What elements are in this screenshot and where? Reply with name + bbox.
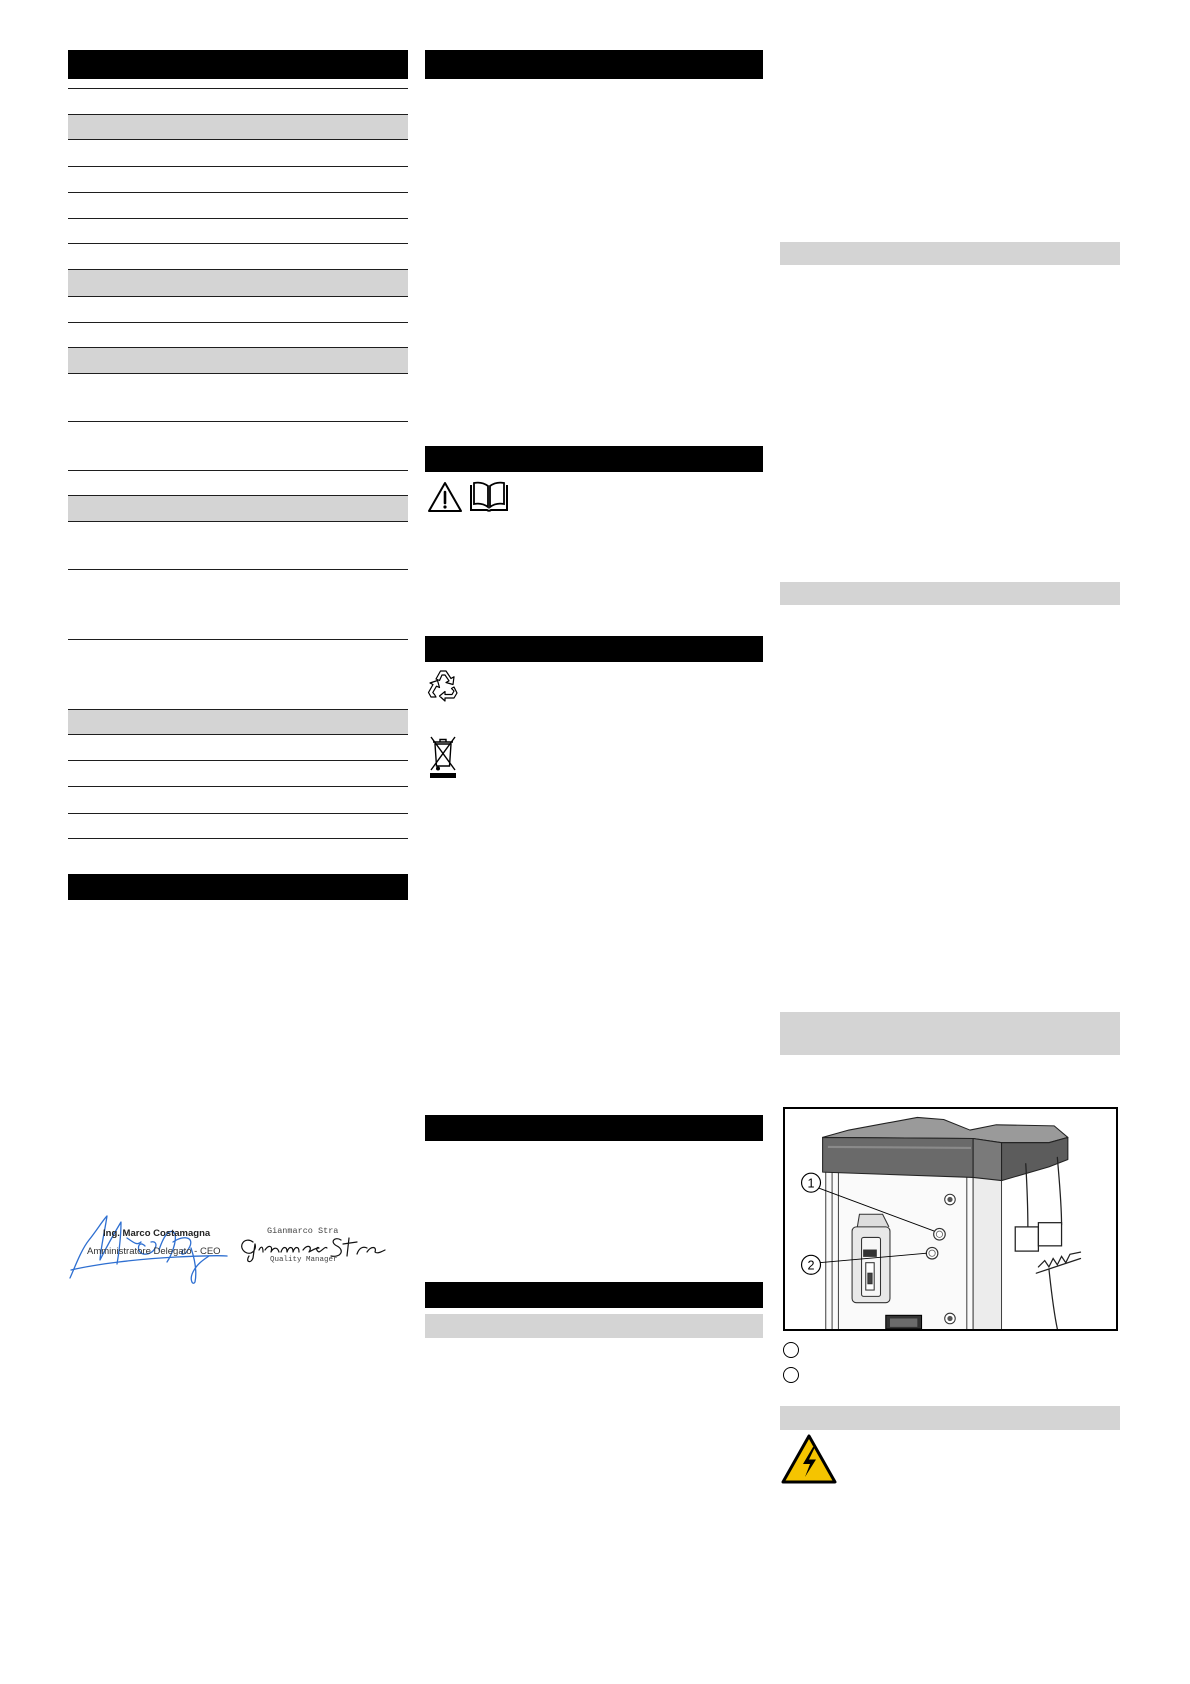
signatory-role-ceo: Amministratore Delegato - CEO <box>87 1246 221 1257</box>
section-header-bar <box>425 50 763 79</box>
table-cell <box>255 471 408 495</box>
signatory-role-quality: Quality Manager <box>270 1256 338 1264</box>
weee-crossed-bin-icon <box>427 732 459 779</box>
table-cell <box>255 814 408 838</box>
table-cell <box>255 89 408 114</box>
table-row <box>68 167 408 193</box>
subsection-header-bar <box>425 1314 763 1338</box>
table-row <box>68 814 408 839</box>
electric-shock-warning-icon <box>781 1433 837 1485</box>
table-cell <box>255 193 408 218</box>
section-header-bar <box>425 1282 763 1308</box>
table-cell <box>68 219 255 243</box>
table-cell <box>68 323 255 347</box>
table-cell <box>68 787 255 813</box>
legend-marker-1 <box>783 1342 799 1358</box>
table-row <box>68 787 408 814</box>
table-cell <box>68 761 255 786</box>
table-cell <box>68 244 255 269</box>
table-cell <box>255 570 408 639</box>
table-cell <box>68 496 408 521</box>
power-switch <box>886 1315 922 1329</box>
table-row <box>68 471 408 496</box>
table-group-row <box>68 710 408 735</box>
table-cell <box>255 422 408 470</box>
table-row <box>68 219 408 244</box>
table-cell <box>68 348 408 373</box>
table-row <box>68 323 408 348</box>
table-cell <box>255 244 408 269</box>
table-cell <box>68 89 255 114</box>
technical-data-header-bar <box>68 50 408 79</box>
table-cell <box>68 193 255 218</box>
table-row <box>68 422 408 471</box>
table-cell <box>68 735 255 760</box>
table-row <box>68 297 408 323</box>
subsection-header-bar <box>780 242 1120 265</box>
table-row <box>68 89 408 115</box>
table-cell <box>68 167 255 192</box>
legend-marker-2 <box>783 1367 799 1383</box>
table-cell <box>68 297 255 322</box>
control-knob-1 <box>934 1228 946 1240</box>
declaration-header-bar <box>68 874 408 900</box>
table-row <box>68 244 408 270</box>
table-cell <box>68 422 255 470</box>
table-row <box>68 570 408 640</box>
table-row <box>68 640 408 710</box>
table-cell <box>255 640 408 709</box>
table-cell <box>255 787 408 813</box>
table-cell <box>255 522 408 569</box>
environment-header-bar <box>425 636 763 662</box>
table-row <box>68 374 408 422</box>
table-cell <box>255 167 408 192</box>
table-cell <box>255 761 408 786</box>
table-cell <box>255 323 408 347</box>
table-cell <box>68 710 408 734</box>
table-cell <box>68 140 255 166</box>
table-group-row <box>68 115 408 140</box>
signatory-name-ceo: Ing. Marco Costamagna <box>103 1228 211 1239</box>
device-illustration <box>783 1107 1118 1331</box>
signature-block <box>67 1212 389 1286</box>
control-knob-2 <box>926 1247 938 1259</box>
safety-header-bar <box>425 446 763 472</box>
table-row <box>68 140 408 167</box>
callout-label-2: 2 <box>807 1258 815 1273</box>
subsection-header-bar <box>780 1406 1120 1430</box>
recycle-icon <box>427 667 459 702</box>
screw <box>945 1194 956 1205</box>
table-cell <box>68 570 255 639</box>
device-drawing <box>785 1109 1116 1329</box>
table-cell <box>68 115 408 139</box>
table-group-row <box>68 348 408 374</box>
table-cell <box>255 374 408 421</box>
table-row <box>68 193 408 219</box>
subsection-header-bar <box>780 582 1120 605</box>
screw <box>945 1313 956 1324</box>
warning-triangle-icon <box>427 481 463 513</box>
cable-and-clamp <box>1015 1157 1080 1329</box>
table-cell <box>255 140 408 166</box>
technical-data-table <box>68 88 408 839</box>
table-cell <box>68 270 408 296</box>
section-header-bar <box>425 1115 763 1141</box>
table-cell <box>68 471 255 495</box>
read-manual-icon <box>468 481 510 513</box>
table-row <box>68 522 408 570</box>
table-cell <box>255 297 408 322</box>
subsection-header-bar <box>780 1012 1120 1055</box>
signatory-name-quality: Gianmarco Stra <box>267 1226 339 1236</box>
device-lid <box>823 1117 1068 1180</box>
table-group-row <box>68 496 408 522</box>
table-cell <box>68 522 255 569</box>
table-row <box>68 761 408 787</box>
table-row <box>68 735 408 761</box>
table-group-row <box>68 270 408 297</box>
table-cell <box>68 814 255 838</box>
table-cell <box>255 735 408 760</box>
callout-label-1: 1 <box>807 1176 815 1191</box>
table-cell <box>68 374 255 421</box>
table-cell <box>68 640 255 709</box>
table-cell <box>255 219 408 243</box>
